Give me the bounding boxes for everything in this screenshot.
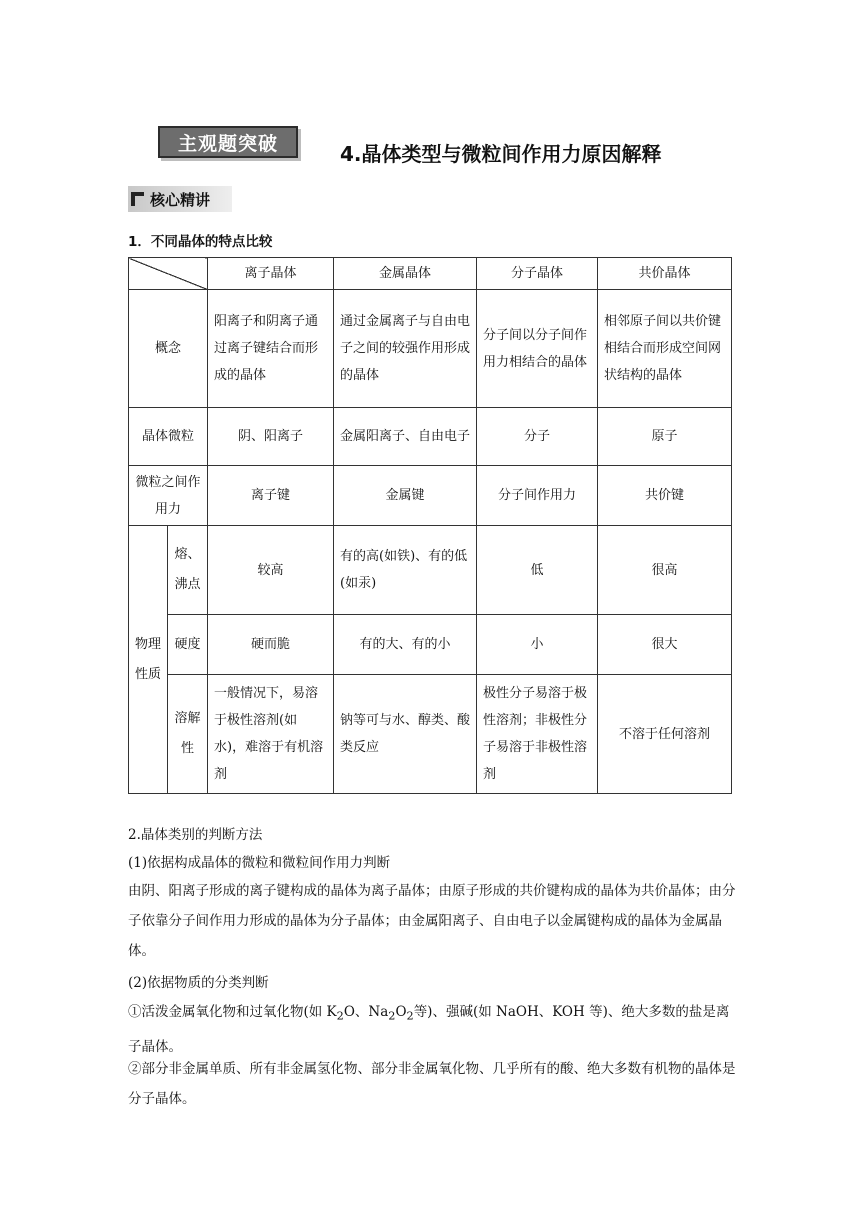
table-cell: 很大 [598,615,732,675]
table-cell: 共价键 [598,466,732,526]
table-cell: 一般情况下，易溶于极性溶剂(如水)，难溶于有机溶剂 [208,675,334,794]
table-cell: 分子间以分子间作用力相结合的晶体 [477,290,598,408]
section2-para1: 由阴、阳离子形成的离子键构成的晶体为离子晶体；由原子形成的共价键构成的晶体为共价晶体；由分子依靠分子间作用力形成的晶体为分子晶体；由金属阳离子、自由电子以金属键构成的晶体为金属晶体。 [128,883,736,959]
table-cell: 分子间作用力 [477,466,598,526]
col-header: 分子晶体 [477,258,598,290]
item1-text-a: ①活泼金属氧化物和过氧化物(如 K [128,1004,337,1020]
section-label-bar [128,186,232,212]
section-label: 核心精讲 [150,190,211,209]
table-cell: 相邻原子间以共价键相结合而形成空间网状结构的晶体 [598,290,732,408]
table-row [129,615,732,675]
table-cell: 极性分子易溶于极性溶剂；非极性分子易溶于非极性溶剂 [477,675,598,794]
diagonal-corner-cell [129,258,208,290]
table-row [129,675,732,794]
item1-sub-2: 2 [388,1009,396,1023]
subheading-comparison: 1．不同晶体的特点比较 [128,234,273,250]
corner-bracket-icon [131,192,144,206]
table-cell: 通过金属离子与自由电子之间的较强作用形成的晶体 [334,290,477,408]
row-label: 微粒之间作用力 [129,466,208,526]
section-badge-label: 主观题突破 [177,132,278,155]
col-header: 共价晶体 [598,258,732,290]
table-cell: 阴、阳离子 [208,408,334,466]
table-cell: 有的高(如铁)、有的低(如汞) [334,526,477,615]
row-label: 熔、沸点 [168,526,208,615]
row-label: 晶体微粒 [129,408,208,466]
section2-heading: 2.晶体类别的判断方法 [128,827,263,843]
table-row [129,408,732,466]
section2-item2: ②部分非金属单质、所有非金属氢化物、部分非金属氧化物、几乎所有的酸、绝大多数有机物的晶体是分子晶体。 [128,1061,736,1107]
table-row [129,526,732,615]
table-cell: 不溶于任何溶剂 [598,675,732,794]
table-cell: 低 [477,526,598,615]
item1-text-d: 等)、强碱(如 NaOH、KOH 等)、绝大多数的盐是离子晶体。 [128,1004,730,1055]
table-cell: 原子 [598,408,732,466]
row-label: 溶解性 [168,675,208,794]
col-header: 金属晶体 [334,258,477,290]
table-cell: 较高 [208,526,334,615]
table-header-row [129,258,732,290]
item1-text-c: O [395,1004,407,1020]
table-row [129,290,732,408]
table-cell: 很高 [598,526,732,615]
section2-item1 [128,997,738,1062]
row-group-label: 物理性质 [129,526,168,794]
item1-sub-1: 2 [336,1009,344,1023]
section2-sub1: (1)依据构成晶体的微粒和微粒间作用力判断 [128,855,391,871]
table-cell: 阳离子和阴离子通过离子键结合而形成的晶体 [208,290,334,408]
row-label: 硬度 [168,615,208,675]
item1-sub-3: 2 [406,1009,414,1023]
col-header: 离子晶体 [208,258,334,290]
table-cell: 离子键 [208,466,334,526]
section2-sub2: (2)依据物质的分类判断 [128,975,269,991]
item1-text-b: O、Na [343,1004,389,1020]
table-cell: 硬而脆 [208,615,334,675]
page-title: 4.晶体类型与微粒间作用力原因解释 [340,142,662,166]
table-cell: 小 [477,615,598,675]
table-cell: 金属键 [334,466,477,526]
row-label: 概念 [129,290,208,408]
table-cell: 钠等可与水、醇类、酸类反应 [334,675,477,794]
table-row [129,466,732,526]
table-cell: 金属阳离子、自由电子 [334,408,477,466]
section-badge [158,126,298,158]
crystal-comparison-table [128,257,732,794]
table-cell: 分子 [477,408,598,466]
table-cell: 有的大、有的小 [334,615,477,675]
